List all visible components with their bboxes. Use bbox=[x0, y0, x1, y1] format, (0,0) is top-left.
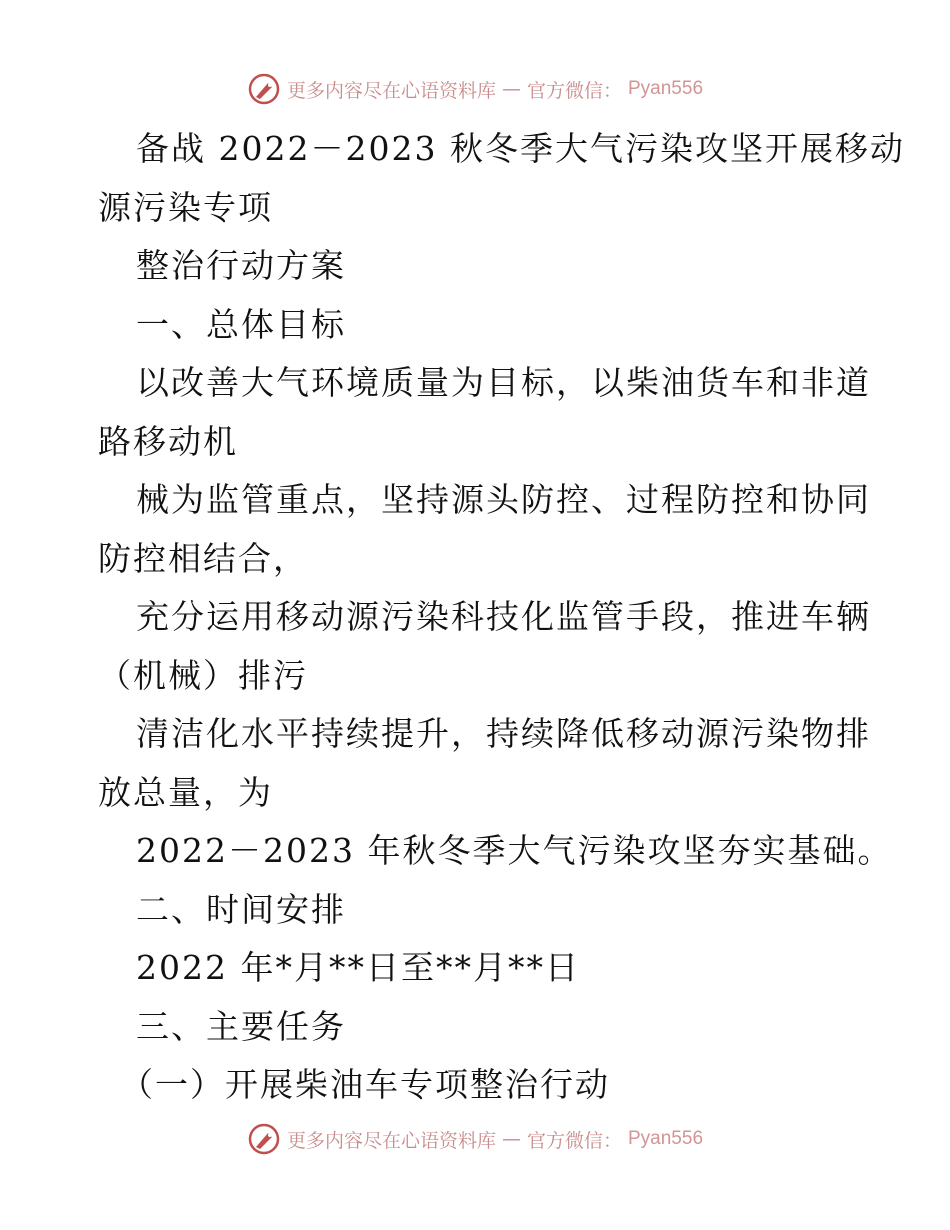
watermark-id: Pyan556 bbox=[628, 78, 704, 99]
watermark-separator: — bbox=[501, 78, 521, 100]
watermark-text: 更多内容尽在心语资料库 bbox=[286, 79, 496, 102]
paragraph-line: 械为监管重点，坚持源头防控、过程防控和协同 bbox=[136, 480, 871, 519]
watermark-separator: — bbox=[501, 1128, 521, 1150]
document-body bbox=[98, 120, 905, 1115]
doc-title-line-2: 源污染专项 bbox=[98, 187, 273, 227]
watermark-suffix: 官方微信： bbox=[526, 1129, 622, 1152]
paragraph-line: 路移动机 bbox=[98, 421, 238, 461]
paragraph-line: 充分运用移动源污染科技化监管手段，推进车辆 bbox=[136, 597, 871, 636]
watermark-id: Pyan556 bbox=[628, 1128, 704, 1149]
schedule-date: 2022 年*月**日至**月**日 bbox=[136, 948, 580, 987]
paragraph-line: 清洁化水平持续提升，持续降低移动源污染物排 bbox=[136, 714, 871, 753]
paragraph-line: 以改善大气环境质量为目标，以柴油货车和非道 bbox=[136, 363, 871, 402]
footer-watermark bbox=[0, 1122, 950, 1156]
pen-nib-circle-icon bbox=[247, 1122, 281, 1156]
paragraph-line: 防控相结合， bbox=[98, 538, 308, 578]
doc-title-line-1: 备战 2022－2023 秋冬季大气污染攻坚开展移动 bbox=[136, 129, 905, 168]
header-watermark bbox=[0, 72, 950, 106]
paragraph-line: （机械）排污 bbox=[98, 655, 308, 695]
section-heading-tasks: 三、主要任务 bbox=[136, 1006, 346, 1046]
section-heading-goal: 一、总体目标 bbox=[136, 304, 346, 344]
doc-subtitle: 整治行动方案 bbox=[136, 246, 346, 285]
pen-nib-circle-icon bbox=[247, 72, 281, 106]
paragraph-line: 放总量，为 bbox=[98, 772, 273, 812]
watermark-suffix: 官方微信： bbox=[526, 79, 622, 102]
paragraph-line: 2022－2023 年秋冬季大气污染攻坚夯实基础。 bbox=[136, 831, 893, 870]
watermark-text: 更多内容尽在心语资料库 bbox=[286, 1129, 496, 1152]
section-heading-schedule: 二、时间安排 bbox=[136, 889, 346, 929]
subsection-heading: （一）开展柴油车专项整治行动 bbox=[120, 1065, 610, 1104]
